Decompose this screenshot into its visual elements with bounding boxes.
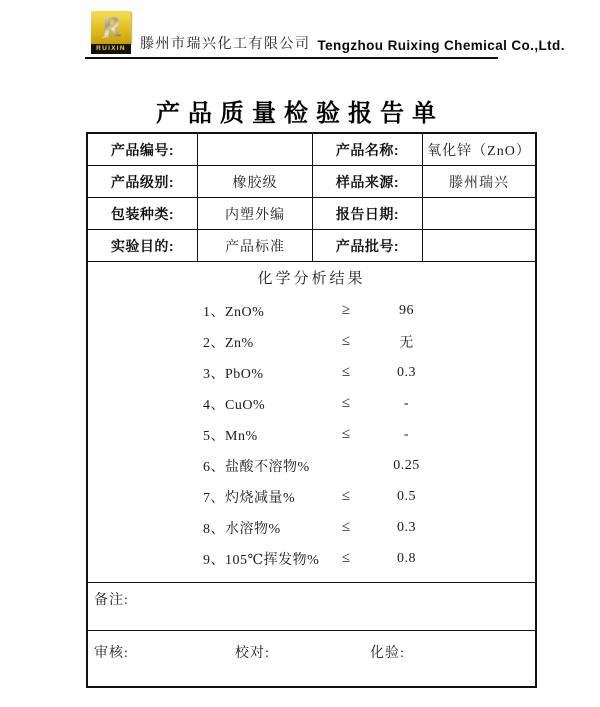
company-name-chinese: 滕州市瑞兴化工有限公司 bbox=[140, 37, 311, 52]
analysis-item-value: 0.3 bbox=[397, 519, 416, 535]
analysis-item-operator: ≤ bbox=[341, 519, 351, 535]
analysis-item-value: 0.25 bbox=[393, 457, 420, 473]
product-no-value bbox=[198, 134, 313, 165]
proofread-label: 校对: bbox=[235, 646, 270, 661]
logo-gold-square bbox=[91, 11, 131, 44]
report-table bbox=[86, 132, 537, 688]
analysis-section-title: 化学分析结果 bbox=[257, 271, 366, 287]
analysis-row bbox=[88, 481, 535, 512]
logo-r-glyph: R bbox=[99, 9, 123, 45]
remarks-row bbox=[88, 583, 535, 632]
info-row bbox=[88, 134, 535, 166]
batch-no-label: 产品批号: bbox=[313, 230, 423, 261]
analysis-section bbox=[88, 262, 535, 583]
analysis-item-name: 7、灼烧减量% bbox=[203, 490, 296, 506]
analysis-item-name: 9、105℃挥发物% bbox=[203, 552, 320, 568]
test-purpose-label: 实验目的: bbox=[88, 230, 198, 261]
analysis-item-name: 1、ZnO% bbox=[203, 304, 265, 320]
packaging-type-value: 内塑外编 bbox=[198, 198, 313, 229]
analysis-item-name: 8、水溶物% bbox=[203, 521, 281, 537]
batch-no-value bbox=[423, 230, 535, 261]
sample-source-value: 滕州瑞兴 bbox=[449, 175, 509, 191]
analysis-row bbox=[88, 543, 535, 574]
analysis-item-value: - bbox=[403, 426, 410, 442]
analysis-item-operator: ≤ bbox=[341, 488, 351, 504]
analysis-item-operator: ≤ bbox=[341, 364, 351, 380]
analysis-row bbox=[88, 450, 535, 481]
analysis-item-name: 3、PbO% bbox=[203, 366, 264, 382]
remarks-label: 备注: bbox=[94, 592, 129, 608]
analysis-item-operator: ≤ bbox=[341, 426, 351, 442]
analysis-row bbox=[88, 388, 535, 419]
report-date-label: 报告日期: bbox=[313, 198, 423, 229]
analysis-item-name: 6、盐酸不溶物% bbox=[203, 459, 310, 475]
analysis-item-operator: ≤ bbox=[341, 333, 351, 349]
analysis-item-operator: ≤ bbox=[341, 550, 351, 566]
letterhead bbox=[85, 9, 565, 59]
report-date-value bbox=[423, 198, 535, 229]
analysis-item-value: - bbox=[403, 395, 410, 411]
info-row bbox=[88, 166, 535, 198]
product-name-label: 产品名称: bbox=[313, 134, 423, 165]
test-purpose-value: 产品标准 bbox=[198, 230, 313, 261]
review-label: 审核: bbox=[94, 646, 129, 661]
analysis-item-value: 无 bbox=[399, 335, 414, 351]
product-no-label: 产品编号: bbox=[88, 134, 198, 165]
analysis-item-value: 0.3 bbox=[397, 364, 416, 380]
sample-source-label: 样品来源: bbox=[313, 166, 423, 197]
product-grade-value: 橡胶级 bbox=[198, 166, 313, 197]
company-logo-icon bbox=[91, 11, 131, 54]
analysis-row bbox=[88, 357, 535, 388]
signatures-row bbox=[88, 631, 535, 686]
packaging-type-label: 包装种类: bbox=[88, 198, 198, 229]
analysis-item-value: 0.5 bbox=[397, 488, 416, 504]
info-row bbox=[88, 230, 535, 262]
analysis-item-name: 5、Mn% bbox=[203, 428, 258, 444]
analysis-row bbox=[88, 326, 535, 357]
analysis-item-operator: ≥ bbox=[341, 302, 351, 318]
analysis-row bbox=[88, 419, 535, 450]
analysis-item-value: 0.8 bbox=[397, 550, 416, 566]
analysis-item-name: 2、Zn% bbox=[203, 335, 254, 351]
info-row bbox=[88, 198, 535, 230]
product-name-value: 氧化锌（ZnO） bbox=[427, 143, 531, 159]
logo-ruixin-band: RUIXIN bbox=[91, 44, 131, 54]
analysis-item-name: 4、CuO% bbox=[203, 397, 266, 413]
page-title: 产品质量检验报告单 bbox=[156, 100, 444, 127]
analysis-row bbox=[88, 512, 535, 543]
company-name-english: Tengzhou Ruixing Chemical Co.,Ltd. bbox=[317, 38, 565, 53]
test-label: 化验: bbox=[370, 646, 405, 661]
product-grade-label: 产品级别: bbox=[88, 166, 198, 197]
analysis-item-operator: ≤ bbox=[341, 395, 351, 411]
analysis-item-value: 96 bbox=[399, 302, 414, 318]
analysis-row bbox=[88, 295, 535, 326]
